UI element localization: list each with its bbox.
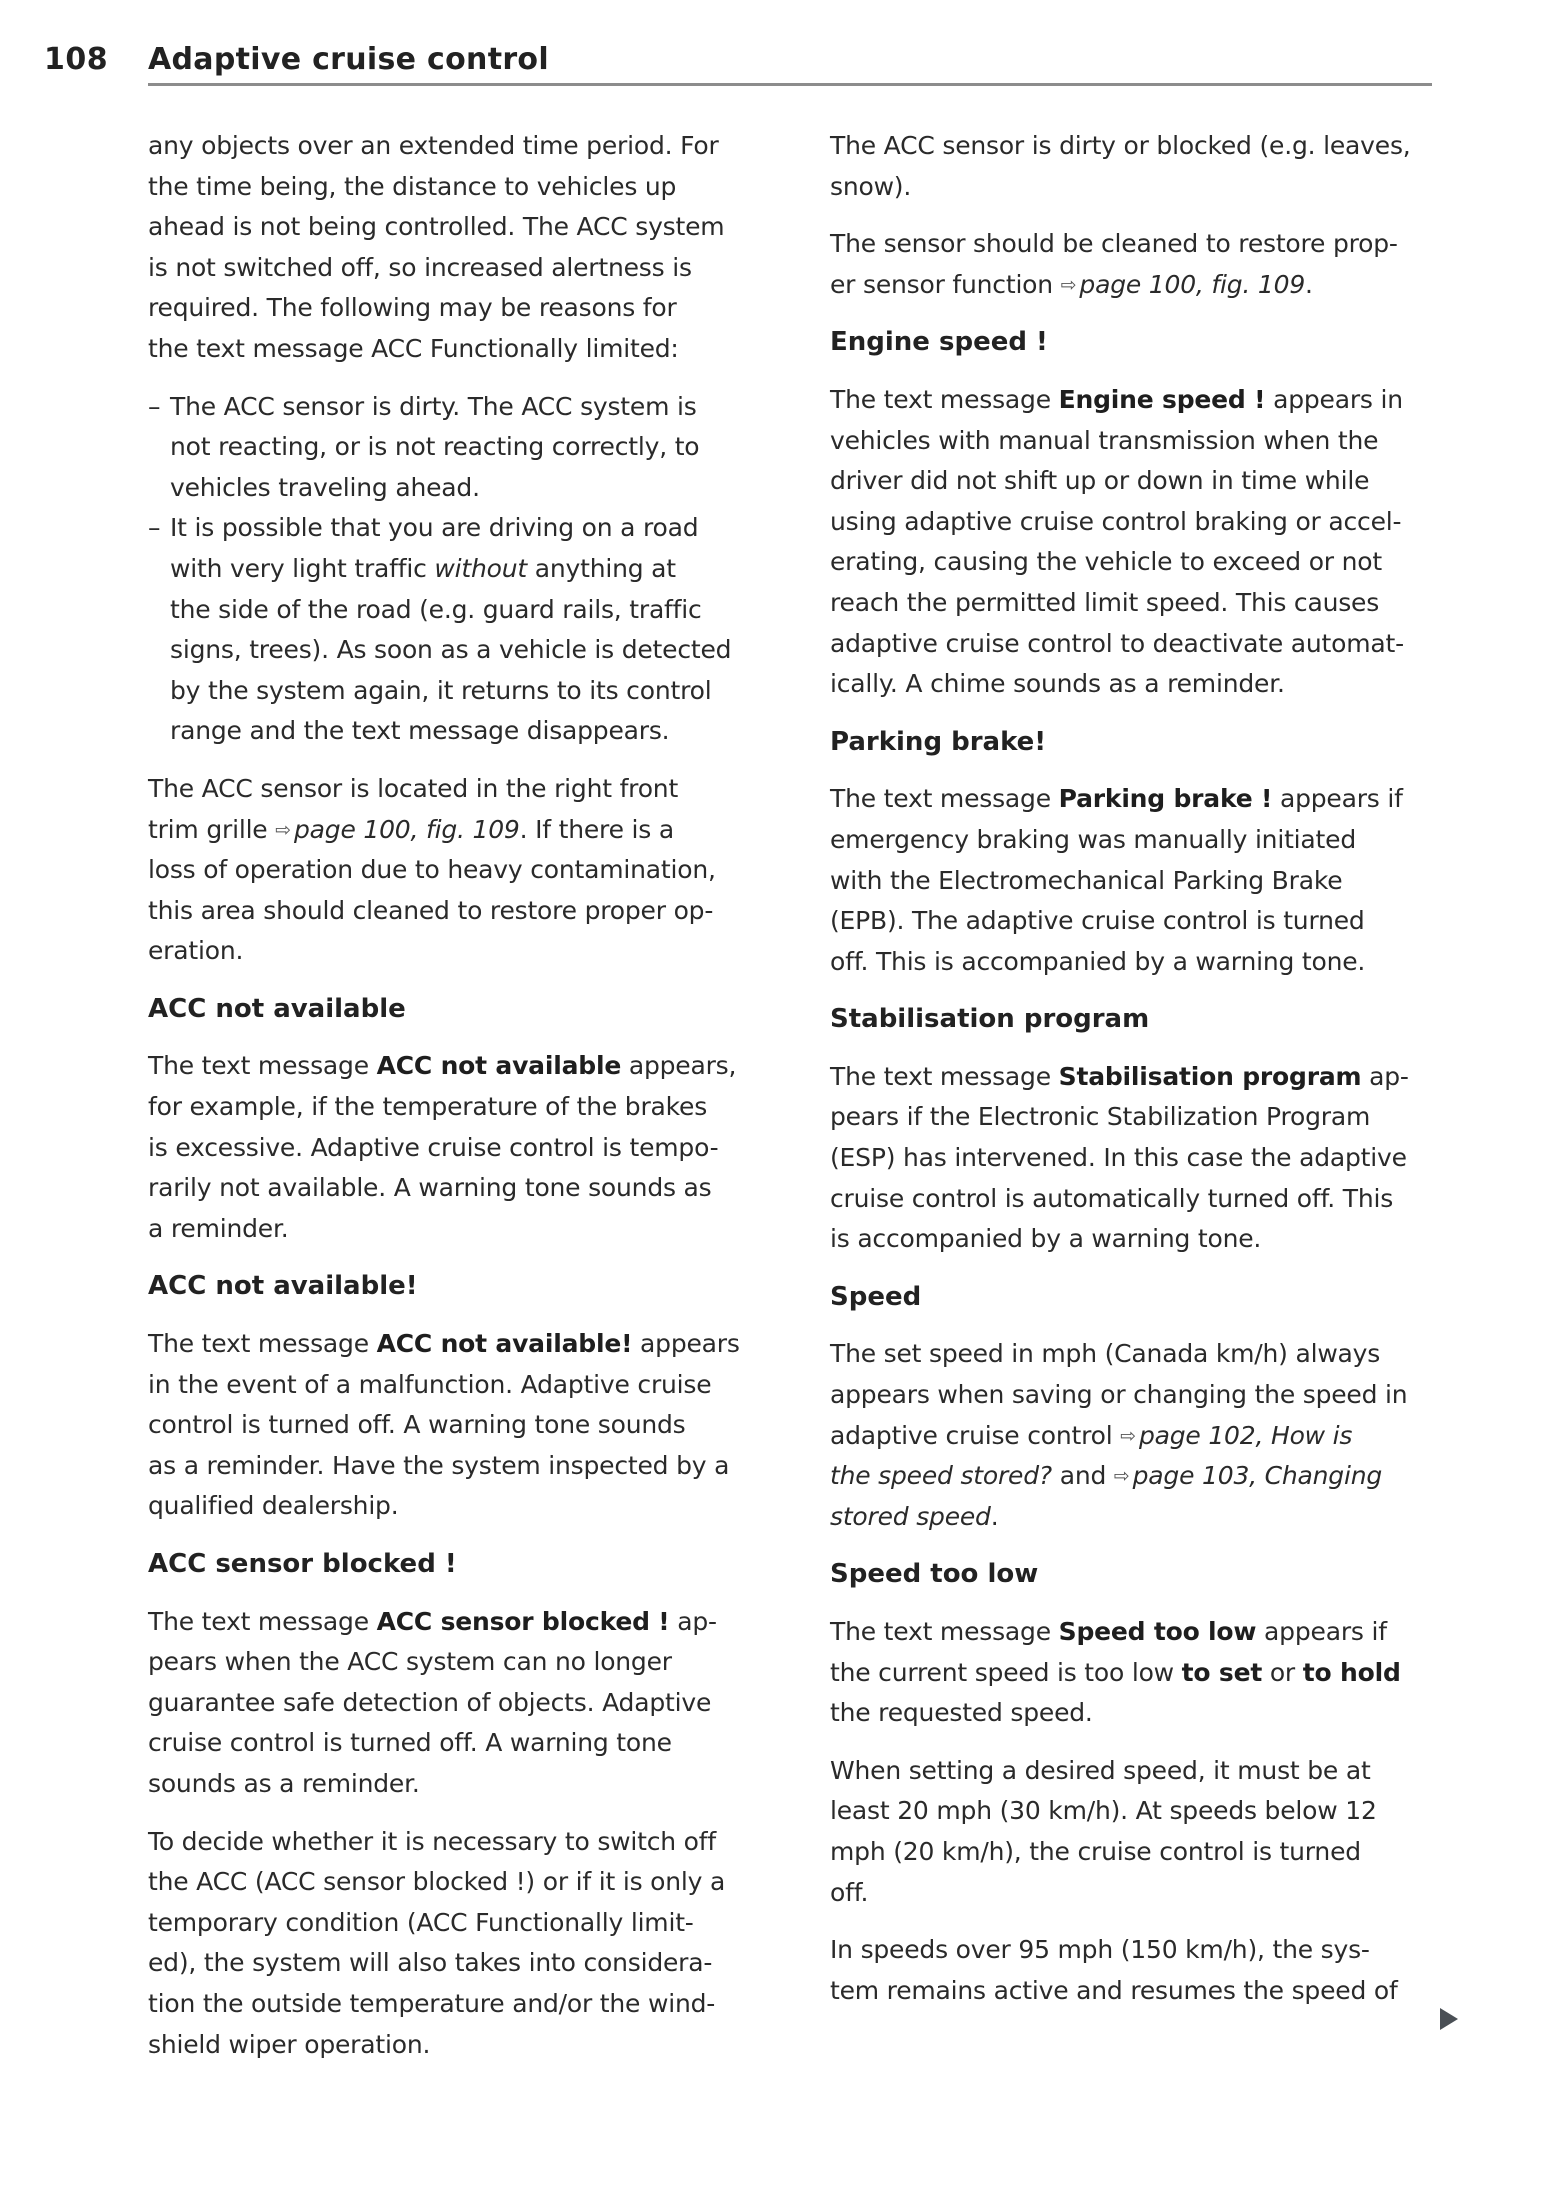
text-line: [148, 931, 768, 972]
text-run: signs, trees). As soon as a vehicle is detected: [170, 635, 732, 665]
text-run: this area should cleaned to restore proper op-: [148, 895, 714, 925]
text-run: loss of operation due to heavy contamination,: [148, 855, 716, 885]
bold-term: ACC not available!: [376, 1329, 633, 1359]
header-rule: [148, 83, 1432, 86]
paragraph: [148, 769, 768, 972]
text-line: [148, 1209, 768, 1250]
text-run: The text message: [830, 1617, 1059, 1646]
page-reference-link[interactable]: page 100, fig. 109: [293, 814, 520, 844]
text-run: the text message ACC Functionally limited:: [148, 333, 679, 363]
text-run: the side of the road (e.g. guard rails, traffic: [170, 594, 702, 624]
text-run: mph (20 km/h), the cruise control is turned: [830, 1836, 1361, 1866]
page-header: [0, 0, 1557, 100]
text-line: [148, 2025, 768, 2066]
bullet-item: [148, 508, 768, 752]
text-line: [148, 1903, 768, 1944]
text-run: adaptive cruise control: [830, 1420, 1121, 1450]
paragraph: [830, 126, 1450, 207]
text-run: The set speed in mph (Canada km/h) always: [830, 1339, 1381, 1369]
text-line: [830, 224, 1450, 265]
paragraph: [830, 779, 1450, 982]
text-line: [830, 502, 1450, 543]
section-heading-speed-too-low: Speed too low: [830, 1559, 1039, 1590]
text-line: [148, 671, 768, 712]
text-line: [148, 167, 768, 208]
text-run: eration.: [148, 936, 244, 966]
text-line: [830, 901, 1450, 942]
text-run: shield wiper operation.: [148, 2029, 431, 2059]
bold-term: ACC not available: [376, 1051, 622, 1081]
section-heading-acc-not-available: ACC not available: [148, 993, 406, 1024]
paragraph: [148, 1324, 768, 1527]
text-line: [830, 1219, 1450, 1260]
text-line: [148, 1683, 768, 1724]
right-column: [830, 126, 1450, 2028]
bold-term: Stabilisation program: [1058, 1061, 1362, 1091]
text-line: [148, 1723, 768, 1764]
continue-arrow-icon: [1440, 2008, 1458, 2030]
section-heading-speed: Speed: [830, 1281, 922, 1312]
text-line: [148, 1943, 768, 1984]
text-line: [148, 248, 768, 289]
text-run: the requested speed.: [830, 1698, 1093, 1728]
text-line: [148, 468, 768, 509]
text-run: . If there is a: [519, 814, 674, 844]
text-run: by the system again, it returns to its control: [170, 675, 712, 705]
text-line: [148, 126, 768, 167]
bold-term: ACC sensor blocked !: [376, 1606, 670, 1636]
chapter-title: Adaptive cruise control: [148, 42, 549, 77]
paragraph: [148, 1602, 768, 1805]
text-line: [148, 207, 768, 248]
text-line: [830, 624, 1450, 665]
text-run: adaptive cruise control to deactivate automat-: [830, 628, 1404, 658]
text-run: as a reminder. Have the system inspected by a: [148, 1450, 730, 1480]
text-run: the ACC (ACC sensor blocked !) or if it is only a: [148, 1867, 726, 1897]
text-run: The text message: [148, 1606, 377, 1636]
text-run: sounds as a reminder.: [148, 1768, 420, 1798]
text-run: appears: [632, 1329, 740, 1359]
text-run: the current speed is too low: [830, 1657, 1182, 1687]
section-heading-acc-not-available: ACC not available!: [148, 1271, 418, 1302]
text-run: with very light traffic: [170, 553, 435, 583]
text-line: [148, 508, 768, 549]
text-run: The ACC sensor is located in the right front: [148, 773, 679, 803]
text-run: least 20 mph (30 km/h). At speeds below 12: [830, 1796, 1377, 1826]
text-run: .: [990, 1501, 999, 1531]
text-run: rarily not available. A warning tone sounds as: [148, 1173, 712, 1203]
text-line: [148, 810, 768, 851]
text-line: [148, 1405, 768, 1446]
text-run: The text message: [830, 1061, 1059, 1091]
text-line: [148, 1446, 768, 1487]
text-run: range and the text message disappears.: [170, 716, 670, 746]
text-line: [830, 1930, 1450, 1971]
text-run: cruise control is turned off. A warning tone: [148, 1728, 672, 1758]
text-run: in the event of a malfunction. Adaptive cruise: [148, 1369, 712, 1399]
text-line: [830, 126, 1450, 167]
text-run: is excessive. Adaptive cruise control is tempo-: [148, 1132, 719, 1162]
text-run: required. The following may be reasons for: [148, 293, 677, 323]
paragraph: [148, 1046, 768, 1249]
text-line: [830, 461, 1450, 502]
text-line: [830, 1751, 1450, 1792]
text-line: [148, 329, 768, 370]
text-line: [830, 779, 1450, 820]
text-line: [830, 1456, 1450, 1497]
bullet-list: [148, 387, 768, 752]
text-run: emergency braking was manually initiated: [830, 824, 1356, 854]
text-run: guarantee safe detection of objects. Adaptive: [148, 1687, 712, 1717]
bold-term: Engine speed !: [1058, 384, 1266, 414]
text-line: [830, 1138, 1450, 1179]
text-run: vehicles traveling ahead.: [170, 472, 480, 502]
text-line: [148, 549, 768, 590]
bold-term: to set: [1181, 1657, 1263, 1687]
text-line: [148, 387, 768, 428]
page-reference-link[interactable]: page 100, fig. 109: [1079, 269, 1306, 299]
text-line: [148, 1862, 768, 1903]
paragraph: [830, 380, 1450, 705]
text-line: [148, 1324, 768, 1365]
text-line: [830, 1097, 1450, 1138]
text-run: The ACC sensor is dirty or blocked (e.g. leaves,: [830, 131, 1411, 160]
text-line: [148, 1087, 768, 1128]
text-line: [830, 380, 1450, 421]
text-run: driver did not shift up or down in time while: [830, 466, 1370, 496]
text-run: not reacting, or is not reacting correctly, to: [170, 432, 700, 462]
text-line: [148, 1486, 768, 1527]
text-run: tem remains active and resumes the speed of: [830, 1975, 1398, 2005]
text-line: [148, 850, 768, 891]
text-run: appears if: [1256, 1617, 1387, 1646]
text-line: [830, 265, 1450, 306]
text-run: pears when the ACC system can no longer: [148, 1647, 672, 1677]
text-run: a reminder.: [148, 1213, 289, 1243]
text-run: pears if the Electronic Stabilization Program: [830, 1102, 1371, 1132]
text-line: [830, 542, 1450, 583]
text-run: To decide whether it is necessary to switch off: [148, 1826, 716, 1856]
bold-term: Speed too low: [1058, 1617, 1257, 1646]
text-run: temporary condition (ACC Functionally limit-: [148, 1907, 694, 1937]
text-line: [830, 1873, 1450, 1914]
text-run: for example, if the temperature of the brakes: [148, 1092, 708, 1122]
text-line: [148, 590, 768, 631]
text-line: [830, 1416, 1450, 1457]
text-line: [830, 1375, 1450, 1416]
text-run: The text message: [830, 784, 1059, 814]
text-line: [148, 711, 768, 752]
text-run: The text message: [148, 1329, 377, 1359]
text-line: [148, 891, 768, 932]
reference-arrow-icon: ⇨: [1113, 1465, 1130, 1488]
paragraph: [830, 1057, 1450, 1260]
text-run: ed), the system will also takes into considera-: [148, 1948, 713, 1978]
text-run: and: [1051, 1461, 1114, 1491]
text-line: [148, 1168, 768, 1209]
page-reference-link[interactable]: the speed stored?: [830, 1461, 1052, 1491]
text-run: appears if: [1272, 784, 1403, 814]
text-line: [830, 1179, 1450, 1220]
page-reference-link[interactable]: without: [434, 553, 527, 583]
text-run: reach the permitted limit speed. This causes: [830, 587, 1380, 617]
section-heading-stabilisation-program: Stabilisation program: [830, 1004, 1150, 1035]
text-run: trim grille: [148, 814, 276, 844]
reference-arrow-icon: ⇨: [1060, 273, 1077, 296]
bullet-item: [148, 387, 768, 509]
text-run: or: [1262, 1657, 1303, 1687]
left-column: [148, 126, 768, 2082]
page-reference-link[interactable]: page 102, How is: [1138, 1420, 1353, 1450]
text-line: [830, 583, 1450, 624]
text-run: is not switched off, so increased alertness is: [148, 252, 692, 282]
text-line: [148, 288, 768, 329]
reference-arrow-icon: ⇨: [1120, 1424, 1136, 1447]
text-line: [148, 1822, 768, 1863]
page-number: 108: [44, 42, 109, 77]
section-heading-engine-speed: Engine speed !: [830, 327, 1048, 358]
text-run: appears when saving or changing the speed in: [830, 1380, 1408, 1410]
text-run: (ESP) has intervened. In this case the adaptive: [830, 1143, 1407, 1173]
text-run: ap-: [669, 1606, 717, 1636]
text-line: [830, 167, 1450, 208]
text-line: [830, 1612, 1450, 1653]
text-line: [148, 1046, 768, 1087]
text-run: off.: [830, 1877, 869, 1907]
text-run: The sensor should be cleaned to restore prop-: [830, 229, 1398, 259]
text-run: ap-: [1361, 1061, 1409, 1091]
text-run: ically. A chime sounds as a reminder.: [830, 669, 1285, 699]
page-reference-link[interactable]: stored speed: [830, 1501, 991, 1531]
text-line: [830, 942, 1450, 983]
paragraph: [148, 1822, 768, 2066]
text-line: [148, 427, 768, 468]
paragraph: [830, 1334, 1450, 1537]
text-run: In speeds over 95 mph (150 km/h), the sys-: [830, 1935, 1370, 1965]
section-heading-parking-brake: Parking brake!: [830, 726, 1047, 757]
text-line: [148, 1984, 768, 2025]
page-reference-link[interactable]: page 103, Changing: [1132, 1461, 1383, 1491]
text-line: [830, 664, 1450, 705]
text-run: anything at: [526, 553, 676, 583]
paragraph: [830, 1751, 1450, 1913]
text-run: the time being, the distance to vehicles up: [148, 171, 677, 201]
paragraph: [830, 224, 1450, 305]
text-run: er sensor function: [830, 269, 1061, 299]
text-run: off. This is accompanied by a warning tone.: [830, 946, 1366, 976]
text-run: erating, causing the vehicle to exceed or not: [830, 547, 1382, 577]
text-run: qualified dealership.: [148, 1491, 399, 1521]
text-run: cruise control is automatically turned off. This: [830, 1183, 1394, 1213]
text-run: control is turned off. A warning tone sounds: [148, 1410, 686, 1440]
text-run: using adaptive cruise control braking or accel-: [830, 506, 1402, 536]
paragraph: [148, 126, 768, 370]
paragraph: [830, 1930, 1450, 2011]
text-line: [148, 1365, 768, 1406]
bold-term: to hold: [1302, 1657, 1401, 1687]
text-line: [830, 861, 1450, 902]
text-line: [148, 1128, 768, 1169]
text-run: with the Electromechanical Parking Brake: [830, 865, 1343, 895]
text-run: .: [1305, 269, 1313, 299]
text-run: any objects over an extended time period. For: [148, 131, 719, 160]
text-line: [830, 1971, 1450, 2012]
paragraph: [830, 1612, 1450, 1734]
text-run: ahead is not being controlled. The ACC system: [148, 212, 725, 242]
text-line: [830, 1832, 1450, 1873]
text-line: [830, 1791, 1450, 1832]
text-run: appears in: [1265, 384, 1403, 414]
text-line: [830, 421, 1450, 462]
text-line: [148, 769, 768, 810]
text-run: It is possible that you are driving on a road: [170, 513, 699, 543]
text-run: (EPB). The adaptive cruise control is turned: [830, 906, 1365, 936]
bold-term: Parking brake !: [1058, 784, 1273, 814]
text-run: vehicles with manual transmission when the: [830, 425, 1379, 455]
text-line: [830, 1653, 1450, 1694]
text-run: is accompanied by a warning tone.: [830, 1224, 1262, 1254]
section-heading-acc-sensor-blocked: ACC sensor blocked !: [148, 1549, 457, 1579]
text-run: The ACC sensor is dirty. The ACC system is: [170, 391, 697, 421]
text-line: [830, 1334, 1450, 1375]
text-run: When setting a desired speed, it must be at: [830, 1755, 1371, 1785]
text-line: [830, 1057, 1450, 1098]
reference-arrow-icon: ⇨: [275, 818, 291, 841]
text-line: [148, 1602, 768, 1643]
text-run: tion the outside temperature and/or the wind-: [148, 1988, 716, 2018]
text-line: [148, 1764, 768, 1805]
text-line: [830, 1497, 1450, 1538]
text-run: snow).: [830, 171, 912, 201]
text-run: The text message: [830, 384, 1059, 414]
text-line: [148, 1642, 768, 1683]
text-line: [830, 1693, 1450, 1734]
text-line: [148, 630, 768, 671]
text-run: appears,: [621, 1051, 737, 1081]
text-line: [830, 820, 1450, 861]
text-run: The text message: [148, 1051, 377, 1081]
